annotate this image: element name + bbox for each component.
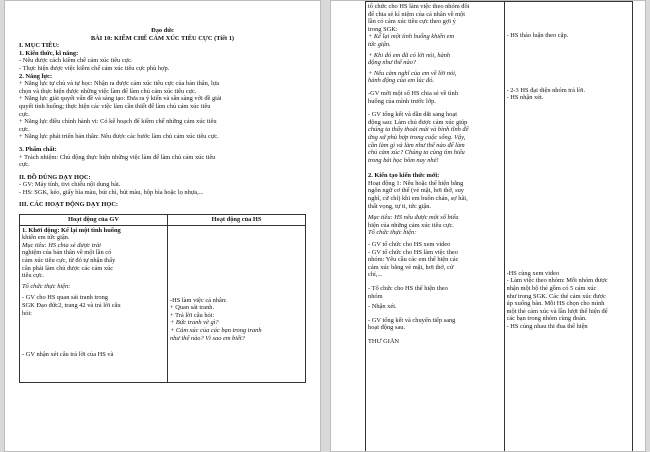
table-line: huống của mình trước lớp. [368, 97, 436, 105]
table-line: chủ cảm xúc? Chúng ta cùng tìm hiểu [368, 149, 465, 157]
table-line: -GV mời một số HS chia sẻ về tình [368, 89, 458, 97]
table-line: thất vọng, tự ti, tức giận. [368, 202, 432, 210]
table-line: động sau: Làm chủ được cảm xúc giúp [368, 118, 468, 126]
table-line: -HS cùng xem video [506, 269, 560, 277]
table-line: cảm xúc bằng vẻ mặt, hơi thở, cử [368, 263, 454, 271]
table-line: - Nhận xét. [368, 303, 397, 311]
subject-heading: Đạo đức [151, 27, 174, 34]
table-line: ngôn ngữ cơ thể (vẻ mặt, hơi thở, suy [368, 187, 464, 195]
subsection-knowledge: 1. Kiến thức, kĩ năng: [19, 49, 79, 57]
table-line: ứng xử phù hợp trong cuộc sống. Vậy, [368, 133, 466, 141]
table-line: Mục tiêu: HS chia sẻ được trải [22, 241, 101, 249]
table-line: cần phải làm chủ được các cảm xúc [22, 264, 114, 272]
table-line: THƯ GIÃN [368, 337, 400, 345]
document-page-left [4, 0, 321, 452]
table-line: - GV tổ chức cho HS xem video [368, 241, 451, 249]
table-line: cảm xúc tiêu cực, từ đó tự nhận thấy [22, 257, 116, 265]
table-cell-gv [20, 225, 168, 382]
text-line: cực. [19, 161, 30, 169]
table-line: nhận một bộ thẻ gồm có 5 cảm xúc [506, 284, 597, 292]
table-line: + Bức tranh vẽ gì? [170, 319, 219, 327]
table-line: khiến em tức giận. [22, 234, 70, 242]
text-line: - Thực hiện được việc kiềm chế cảm xúc tiêu cực phù hợp. [19, 64, 170, 72]
table-line: - HS thảo luận theo cặp. [506, 32, 569, 39]
text-line: quyết tình huống; thực hiện các việc làm cần thiết để làm chủ cảm xúc tiêu [19, 102, 211, 110]
activity-table [19, 214, 306, 383]
text-line: + Năng lực tự chủ và tự học: Nhận ra được cảm xúc tiêu cực của bản thân, lựa [19, 80, 220, 88]
table-line: hiện của những cảm xúc tiêu cực. [368, 221, 454, 229]
section-activities: III. CÁC HOẠT ĐỘNG DẠY HỌC: [19, 201, 119, 209]
table-line: trong SGK: [368, 25, 398, 33]
table-line: - 2-3 HS đại diện nhóm trả lời. [506, 86, 586, 94]
table-line: SGK Đạo đức2, trang 42 và trả lời câu [22, 302, 121, 309]
table-line: úp xuống bàn. Mỗi HS chọn cho mình [506, 300, 605, 308]
table-line: tiêu cực. [22, 272, 44, 280]
table-line: tổ chức cho HS làm việc theo nhóm đôi [368, 3, 470, 10]
lesson-title: BÀI 10: KIỂM CHẾ CẢM XÚC TIÊU CỰC (Tiết 1) [90, 34, 235, 42]
table-line: để chia sẻ kỉ niệm của cá nhân về một [368, 10, 466, 18]
table-line: hành động của em lúc đó. [368, 77, 435, 85]
table-line: Hoạt động 1: Nêu hoặc thể hiện bằng [368, 179, 464, 187]
table-line: động như thế nào? [368, 59, 417, 67]
text-line: cực. [19, 125, 30, 133]
table-line: 1. Khởi động: Kể lại một tình huống [22, 226, 121, 234]
table-line: một thẻ cảm xúc và lần lượt thể hiện để [506, 307, 608, 315]
table-line: chỉ,... [368, 271, 383, 279]
table-line: nghiệm của bản thân về một lần có [22, 249, 112, 257]
table-line: - GV cho HS quan sát tranh trong [22, 294, 108, 302]
table-line: Mục tiêu: HS nêu được một số biểu [368, 214, 459, 222]
table-line: nhóm [368, 292, 383, 300]
text-line: + Năng lực giải quyết vấn đề và sáng tạo: Đưa ra ý kiến và sẵn sàng với đề giải [19, 95, 222, 103]
table-line: -HS làm việc cá nhân: [170, 296, 227, 304]
activity-table-continued [365, 1, 633, 452]
text-line: + Năng lực phát triển bản thân: Nêu được các bước làm chủ cảm xúc tiêu cực. [19, 133, 219, 141]
text-line: + Năng lực điều chỉnh hành vi: Có kế hoạch để kiềm chế những cảm xúc tiêu [19, 118, 217, 126]
table-line: tức giận. [368, 40, 391, 48]
text-line: + Trách nhiệm: Chủ động thực hiện những việc làm để làm chủ cảm xúc tiêu [19, 153, 216, 161]
table-cell-hs [168, 225, 306, 382]
table-line: trong bài học hôm nay nhé! [368, 156, 439, 164]
table-line: cần làm gì và làm như thế nào để làm [368, 141, 465, 149]
table-line: chúng ta thấy thoải mái và bình tĩnh để [368, 126, 469, 134]
text-line: cực. [19, 110, 30, 118]
text-line: - GV: Máy tính, tivi chiếu nội dung bài. [19, 181, 121, 189]
section-materials: II. ĐỒ DÙNG DẠY HỌC: [19, 173, 91, 181]
table-line: + Quan sát tranh. [170, 304, 215, 312]
table-line: Tổ chức thực hiện: [22, 282, 71, 290]
table-line: nhóm: Yêu cầu các em thể hiện các [368, 256, 459, 264]
column-header-gv: Hoạt động của GV [20, 215, 168, 226]
table-line: hỏi: [22, 309, 32, 317]
table-line: + Khi đó em đã có lời nói, hành [368, 51, 451, 59]
text-line: - Nêu được cách kiềm chế cảm xúc tiêu cực. [19, 57, 133, 65]
table-line: như thế nào? Vì sao em biết? [170, 334, 245, 342]
table-line: + Kể lại một tình huống khiến em [368, 33, 455, 41]
table-line: - GV tổng kết và chuyển tiếp sang [368, 316, 456, 324]
table-line: 2. Kiến tạo kiến thức mới: [368, 172, 440, 180]
table-cell-hs [504, 2, 633, 452]
table-line: nghĩ, cử chỉ) khi em buồn chán, sợ hãi, [368, 195, 468, 203]
table-line: - GV tổng kết và dẫn dắt sang hoạt [368, 111, 457, 119]
table-line: + Cảm xúc của các bạn trong tranh [170, 327, 262, 335]
text-line: - HS: SGK, kéo, giấy bìa màu, bút chì, bút màu, hộp bìa hoặc lọ nhựa,... [19, 188, 204, 196]
table-line: hoạt động sau. [368, 324, 406, 332]
table-line: - GV tổ chức cho HS làm việc theo [368, 248, 458, 256]
table-line: + Trả lời câu hỏi: [170, 311, 215, 319]
table-cell-gv [366, 2, 505, 452]
table-line: - GV nhận xét câu trả lời của HS và [22, 351, 114, 359]
document-page-right [330, 0, 646, 452]
table-line: các bạn trong nhóm cùng đoán. [506, 315, 587, 323]
section-objectives: I. MỤC TIÊU: [19, 42, 60, 50]
column-header-hs: Hoạt động của HS [168, 215, 306, 226]
subsection-qualities: 3. Phẩm chất: [19, 145, 57, 153]
table-line: - Tổ chức cho HS thể hiện theo [368, 285, 448, 292]
table-line: - HS nhận xét. [506, 94, 544, 102]
text-line: chọn và thực hiện được những việc làm để làm chủ cảm xúc tiêu cực. [19, 87, 197, 95]
table-line: như trong SGK. Các thẻ cảm xúc được [506, 292, 606, 300]
table-line: Tổ chức thực hiện: [368, 229, 417, 237]
table-line: + Nêu cảm nghĩ của em về lời nói, [368, 69, 457, 77]
table-line: - Làm việc theo nhóm: Mỗi nhóm được [506, 277, 608, 285]
subsection-competence: 2. Năng lực: [19, 72, 53, 80]
table-line: - HS cùng nhau thi đua thể hiện [506, 322, 588, 330]
table-line: lần có cảm xúc tiêu cực theo gợi ý [368, 18, 456, 26]
